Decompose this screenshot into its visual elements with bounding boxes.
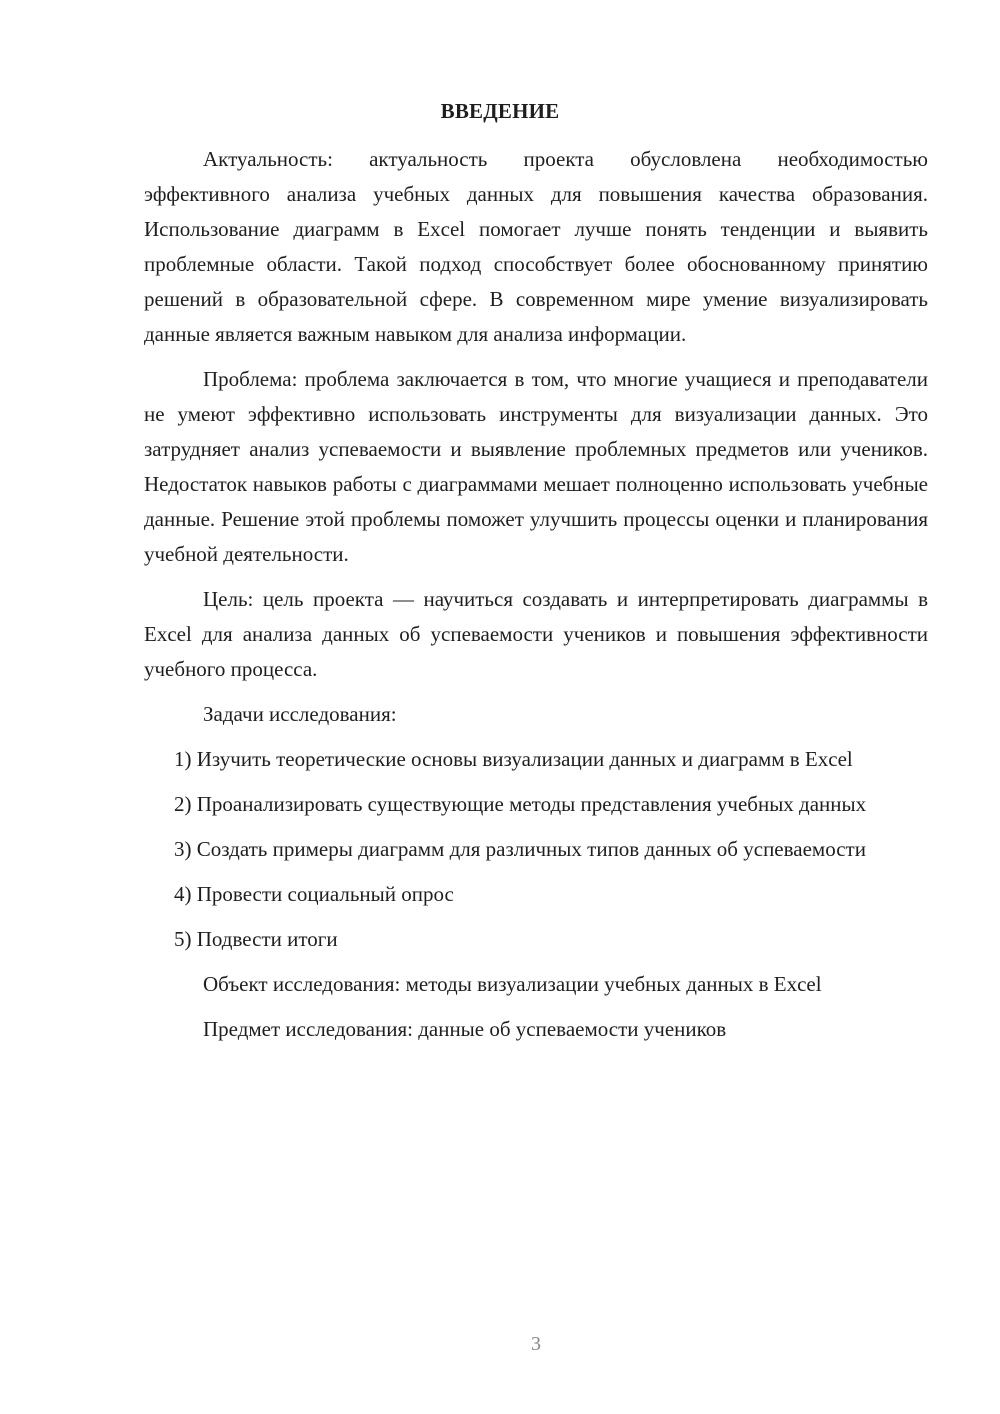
paragraph-object: Объект исследования: методы визуализации учебных данных в Excel bbox=[203, 972, 822, 996]
paragraph-goal: Цель: цель проекта — научиться создавать и интерпретировать диаграммы в Excel для анализа данных об успеваемости учеников и повышения эффективности учебного процесса. bbox=[144, 587, 928, 681]
page-number: 3 bbox=[531, 1333, 541, 1355]
task-item-3: 3) Создать примеры диаграмм для различных типов данных об успеваемости bbox=[174, 837, 866, 861]
paragraph-subject: Предмет исследования: данные об успеваемости учеников bbox=[203, 1017, 727, 1041]
paragraph-problem: Проблема: проблема заключается в том, что многие учащиеся и преподаватели не умеют эффективно использовать инструменты для визуализации данных. Это затрудняет анализ успеваемости и выявление проблемных предметов или учеников. Недостаток навыков работы с диаграммами мешает полноценно использовать учебные данные. Решение этой проблемы поможет улучшить процессы оценки и планирования учебной деятельности. bbox=[144, 367, 928, 566]
paragraph-tasks-heading: Задачи исследования: bbox=[203, 702, 397, 726]
task-item-4: 4) Провести социальный опрос bbox=[174, 882, 454, 906]
document-body bbox=[144, 142, 928, 1057]
section-heading: ВВЕДЕНИЕ bbox=[440, 99, 560, 123]
task-item-5: 5) Подвести итоги bbox=[174, 927, 338, 951]
task-item-2: 2) Проанализировать существующие методы представления учебных данных bbox=[174, 792, 867, 816]
paragraph-relevance: Актуальность: актуальность проекта обусловлена необходимостью эффективного анализа учебных данных для повышения качества образования. Использование диаграмм в Excel помогает лучше понять тенденции и выявить проблемные области. Такой подход способствует более обоснованному принятию решений в образовательной сфере. В современном мире умение визуализировать данные является важным навыком для анализа информации. bbox=[144, 147, 928, 346]
task-item-1: 1) Изучить теоретические основы визуализации данных и диаграмм в Excel bbox=[174, 747, 853, 771]
